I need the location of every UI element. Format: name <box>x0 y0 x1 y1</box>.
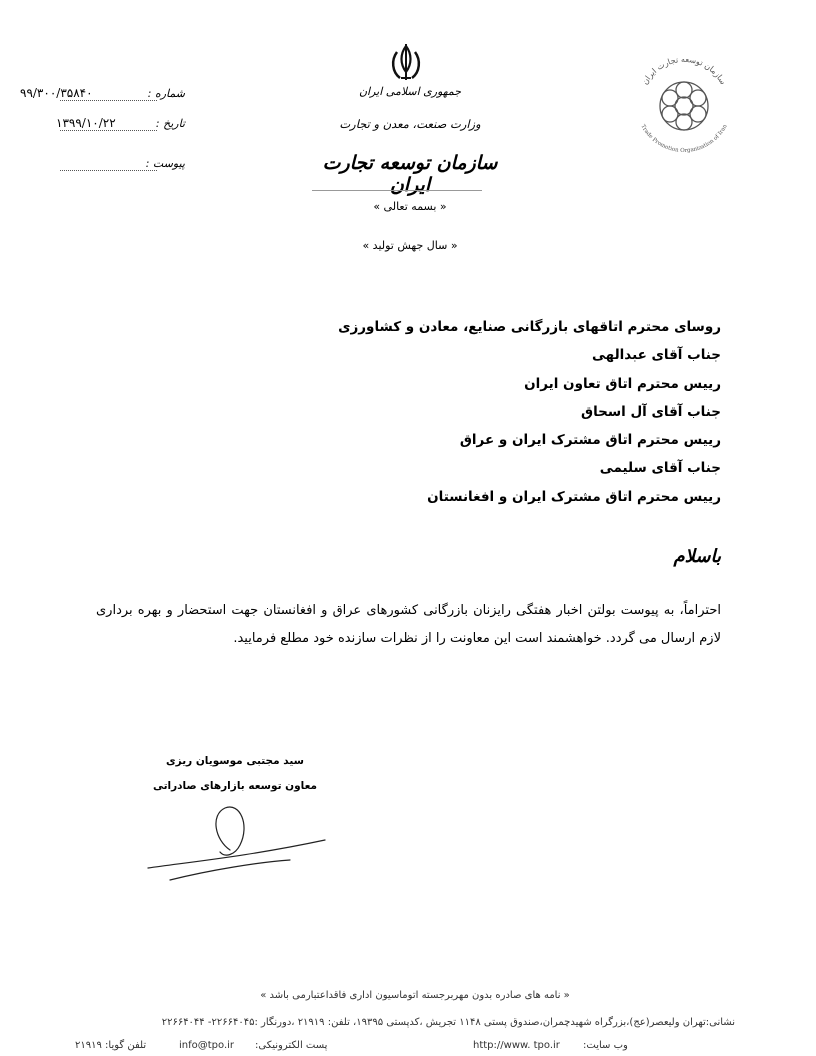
recipient-line: رییس محترم اتاق مشترک ایران و عراق <box>459 432 721 449</box>
invocation-text: « بسمه تعالی » <box>373 200 447 213</box>
letter-body: احتراماً، به پیوست بولتن اخبار هفتگی رایزنان بازرگانی کشورهای عراق و افغانستان جهت استحضار و بهره برداری لازم ارسال می گردد. خواهشمند است این معاونت را از نظرات سازنده خود مطلع فرمایید. <box>96 603 721 646</box>
letter-date-label: تاریخ : <box>155 117 185 130</box>
recipient-line: جناب آقای آل اسحاق <box>581 403 721 420</box>
logo-text-fa: سازمان توسعه تجارت ایران <box>640 54 728 87</box>
ministry-title: وزارت صنعت، معدن و تجارت <box>339 117 481 131</box>
recipients-block <box>338 313 721 511</box>
dotted-line <box>60 100 157 101</box>
recipient-line: روسای محترم اتاقهای بازرگانی صنایع، معادن و کشاورزی <box>338 319 721 335</box>
letter-number-value: ۹۹/۳۰۰/۳۵۸۴۰ <box>20 86 93 100</box>
footer-note: « نامه های صادره بدون مهربرجسته اتوماسیون اداری فاقداعتبارمی باشد » <box>260 990 570 1001</box>
footer-website[interactable]: http://www. tpo.ir <box>473 1040 560 1051</box>
footer-email-label: پست الکترونیکی: <box>255 1040 328 1051</box>
recipient-line: رییس محترم اتاق تعاون ایران <box>524 375 721 392</box>
footer-contact-row <box>75 1040 735 1056</box>
letter-date-row <box>20 116 185 134</box>
footer-phone: تلفن گویا: ۲۱۹۱۹ <box>75 1040 147 1051</box>
letter-number-label: شماره : <box>147 87 185 100</box>
letter-number-row <box>20 86 185 104</box>
footer-email[interactable]: info@tpo.ir <box>179 1040 235 1051</box>
recipient-line: جناب آقای سلیمی <box>599 460 721 477</box>
republic-title: جمهوری اسلامی ایران <box>358 85 462 98</box>
tpo-logo-icon <box>624 44 744 164</box>
letter-attachment-label: پیوست : <box>145 157 185 170</box>
handwritten-signature <box>140 800 340 890</box>
letter-date-value: ۱۳۹۹/۱۰/۲۲ <box>56 116 116 130</box>
recipient-line: جناب آقای عبدالهی <box>592 347 721 364</box>
header-divider <box>312 190 482 191</box>
signer-name: سید مجتبی موسویان ریزی <box>166 755 304 767</box>
dotted-line <box>60 170 157 171</box>
dotted-line <box>60 130 157 131</box>
iran-emblem-icon <box>386 42 426 84</box>
signer-title: معاون توسعه بازارهای صادراتی <box>152 780 318 792</box>
year-motto-text: « سال جهش تولید » <box>362 239 458 252</box>
footer-address: نشانی:تهران ولیعصر(عج)،بزرگراه شهیدچمران،صندوق پستی ۱۱۴۸ تجریش ،کدپستی ۱۹۳۹۵، تلفن: ۲۱۹۱۹ ،دورنگار :۲۲۶۶۴۰۴۵- ۲۲۶۶۴۰۴۴ <box>161 1017 735 1028</box>
recipient-line: رییس محترم اتاق مشترک ایران و افغانستان <box>427 488 721 505</box>
svg-text:Trade Promotion Organization o <box>639 123 729 154</box>
greeting-text: باسلام <box>673 546 721 567</box>
footer-website-label: وب سایت: <box>583 1040 628 1051</box>
logo-text-en: Trade Promotion Organization of Iran <box>639 123 729 155</box>
organization-title: سازمان توسعه تجارت ایران <box>322 152 498 196</box>
letter-attachment-row <box>20 156 185 174</box>
